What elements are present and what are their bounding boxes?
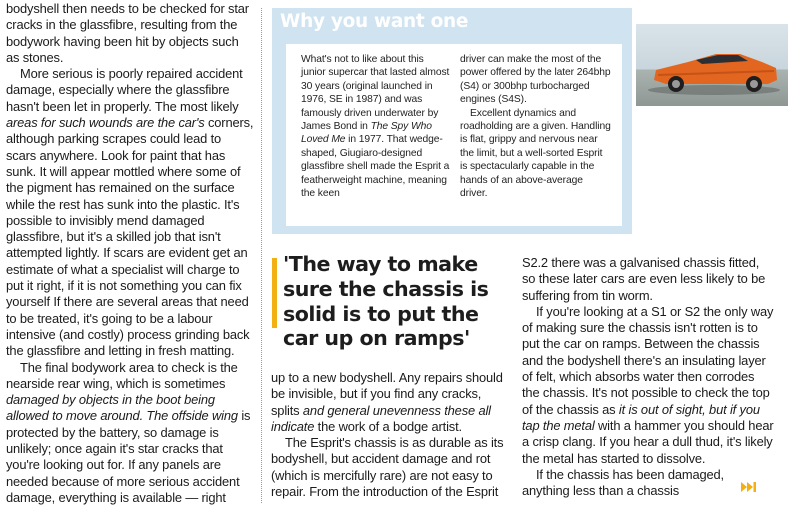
panel-film-title: The Spy Who Loved Me bbox=[301, 121, 432, 146]
left-p3-italic: damaged by objects in the boot being allowed to move around. The offside wing bbox=[6, 392, 238, 424]
continue-arrow-icon bbox=[741, 481, 757, 493]
panel-paragraph-3: Excellent dynamics and roadholding are a given. Handling is flat, grippy and nervous near the limit, but a well-sorted Esprit is spectacularly capable in the hands of an above-average driver. bbox=[460, 107, 611, 200]
panel-column-1 bbox=[301, 53, 451, 200]
right-paragraph-2 bbox=[522, 304, 774, 467]
car-illustration bbox=[636, 24, 788, 106]
right-p2-text-b: with a hammer you should hear a crisp clang. If you hear a dull thud, it's likely the metal has started to dissolve. bbox=[522, 417, 774, 466]
left-p3-text-a: The final bodywork area to check is the nearside rear wing, which is sometimes bbox=[6, 359, 238, 391]
right-p2-italic: it is out of sight, but if you tap the metal bbox=[522, 401, 760, 433]
column-divider bbox=[261, 8, 263, 503]
left-p2-text-b: corners, although parking scrapes could lead to scars anywhere. Look for paint that has sunk. It will appear mottled where some of the pigment has remained on the surface while the rest has sunk into the plastic. It's possible to invisibly mend damaged glassfibre, but it's a skilled job that isn't attempted lightly. If scars are evident get an estimate of what a specialist will charge to put it right, if it is not something you can fix yourself If there are several areas that need to be treated, it's going to be a labour intensive (and costly) process grinding back the glassfibre and letting in fresh matting. bbox=[6, 115, 254, 359]
panel-title: Why you want one bbox=[280, 11, 469, 32]
panel-paragraph-2: driver can make the most of the power offered by the later 264bhp (S4) or 300bhp turbocharged engines (S4S). bbox=[460, 54, 611, 106]
quote-accent-bar bbox=[272, 258, 277, 328]
right-column bbox=[522, 255, 774, 499]
panel-text-box bbox=[286, 44, 622, 226]
right-p2-text-a: If you're looking at a S1 or S2 the only way of making sure the chassis isn't rotten is to put the car on ramps. Between the chassis and the bodyshell there's an insulating layer of felt, which absorbs water then corrodes the chassis. It's not possible to check the top of the chassis as bbox=[522, 303, 774, 417]
panel-p1-text-a: What's not to like about this junior supercar that lasted almost 30 years (original launched in 1976, SE in 1987) and was famously driven underwater by James Bond in bbox=[301, 54, 450, 133]
left-paragraph-2 bbox=[6, 66, 254, 359]
middle-paragraph-1 bbox=[271, 370, 507, 435]
why-you-want-one-panel bbox=[272, 8, 632, 234]
middle-p1-text-b: the work of a bodge artist. bbox=[314, 418, 462, 434]
middle-paragraph-2: The Esprit's chassis is as durable as its bodyshell, but accident damage and rot (which is mercifully rare) are not easy to repair. From the introduction of the Esprit bbox=[271, 435, 504, 500]
panel-p1-text-b: in 1977. That wedge-shaped, Giugiaro-designed glassfibre shell made the Esprit a featherweight machine, meaning the keen bbox=[301, 134, 450, 200]
left-paragraph-1: bodyshell then needs to be checked for star cracks in the glassfibre, resulting from the bodywork having been hit by objects such as stones. bbox=[6, 1, 249, 65]
left-p2-italic: areas for such wounds are the car's bbox=[6, 115, 205, 131]
left-p2-text-a: More serious is poorly repaired accident damage, especially where the glassfibre hasn't been let in properly. The most likely bbox=[6, 66, 243, 114]
panel-paragraph-1 bbox=[301, 53, 451, 200]
car-photo bbox=[636, 24, 788, 106]
pull-quote: 'The way to make sure the chassis is solid is to put the car up on ramps' bbox=[283, 252, 489, 351]
right-paragraph-3: If the chassis has been damaged, anything less than a chassis bbox=[522, 466, 724, 499]
left-p3-text-b: is protected by the battery, so damage is unlikely; once again it's star cracks that you're looking out for. If any panels are needed because of more serious accident damage, everything is available — right bbox=[6, 408, 251, 505]
left-column bbox=[6, 1, 254, 506]
middle-p1-italic: and general unevenness these all indicate bbox=[271, 402, 491, 434]
panel-column-2 bbox=[460, 53, 612, 200]
left-paragraph-3 bbox=[6, 360, 254, 507]
right-paragraph-1: S2.2 there was a galvanised chassis fitted, so these later cars are even less likely to be suffering from tin worm. bbox=[522, 255, 766, 303]
middle-p1-text-a: up to a new bodyshell. Any repairs should be invisible, but if you find any cracks, splits bbox=[271, 370, 503, 418]
middle-column bbox=[271, 370, 507, 500]
